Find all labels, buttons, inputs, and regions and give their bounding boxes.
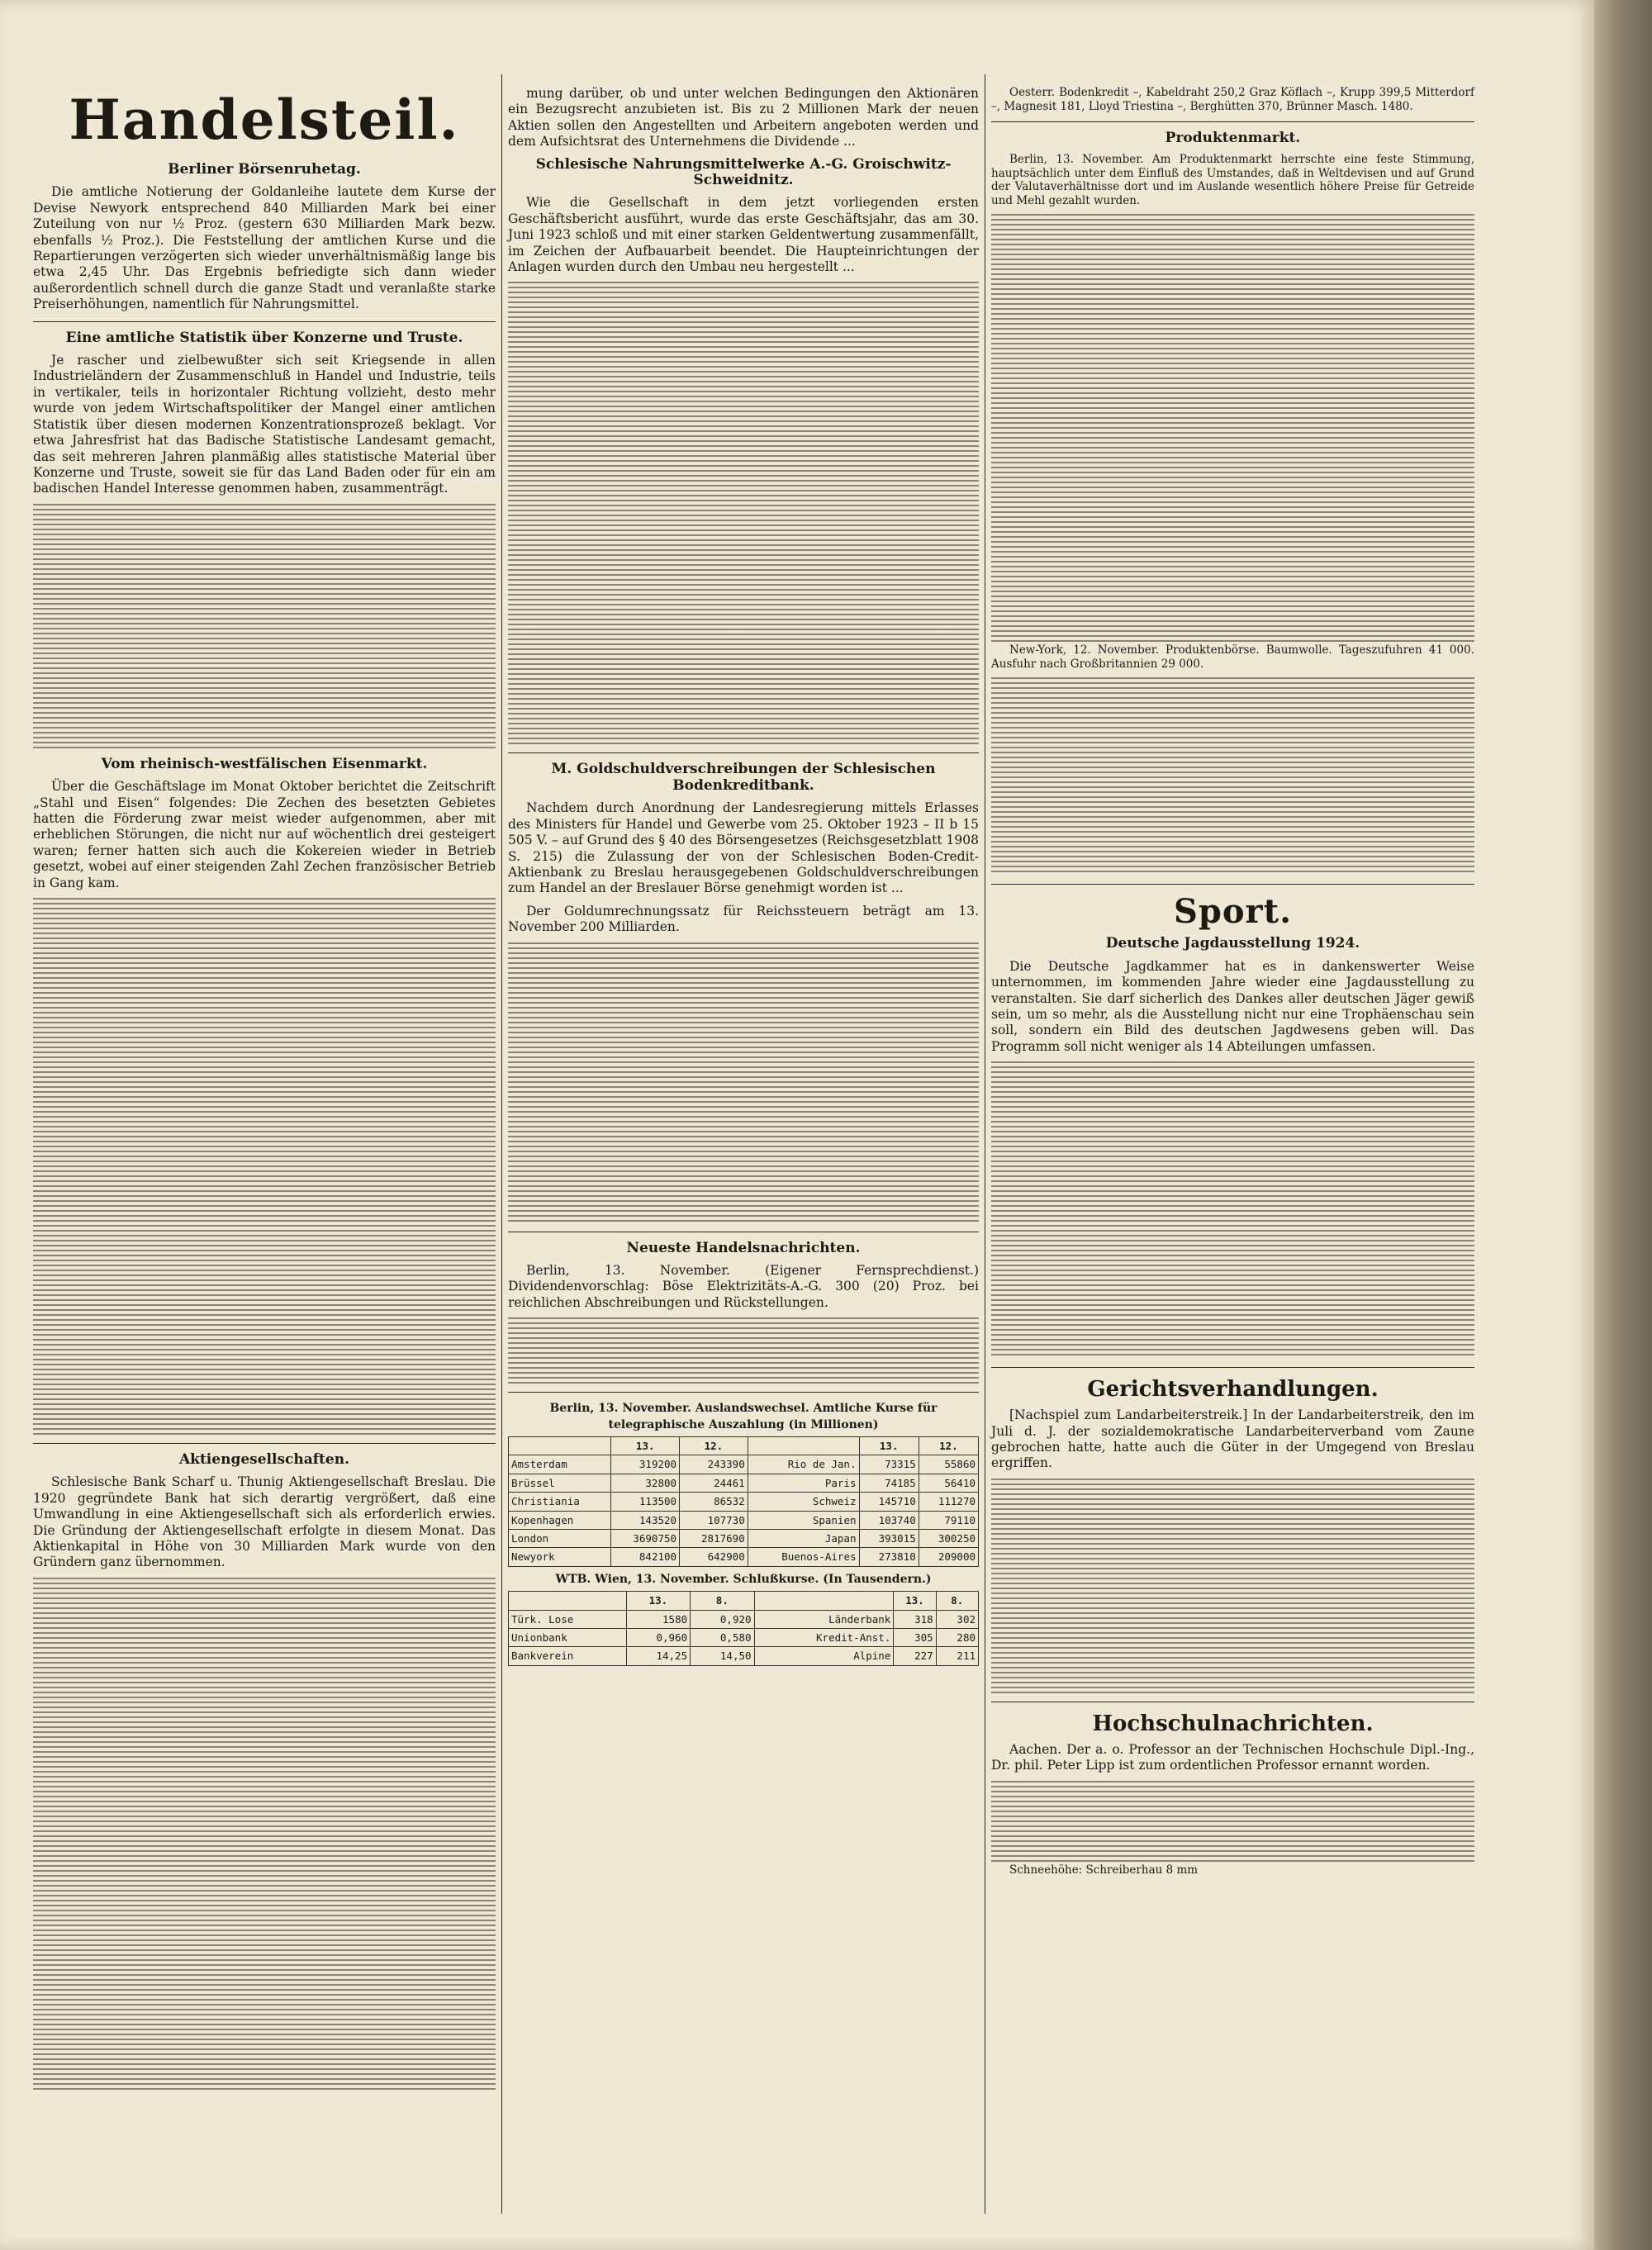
article-text-block bbox=[33, 1578, 496, 2090]
table-cell: Brüssel bbox=[509, 1474, 611, 1492]
table-cell: 842100 bbox=[611, 1548, 680, 1566]
table-cell: 302 bbox=[936, 1610, 978, 1628]
table-row bbox=[509, 1493, 979, 1511]
article-text: New-York, 12. November. Produktenbörse. Baumwolle. Tageszufuhren 41 000. Ausfuhr nach Großbritannien 29 000. bbox=[991, 643, 1474, 671]
article-text-block bbox=[508, 282, 979, 744]
table-row bbox=[509, 1629, 979, 1647]
table-cell: 24461 bbox=[680, 1474, 748, 1492]
weather-table-block bbox=[991, 1781, 1474, 1863]
table-cell: Paris bbox=[748, 1474, 859, 1492]
market-table-block bbox=[991, 214, 1474, 643]
table-row bbox=[509, 1647, 979, 1665]
article-text: Oesterr. Bodenkredit –, Kabeldraht 250,2 Graz Köflach –, Krupp 399,5 Mitterdorf –, Magnesit 181, Lloyd Triestina –, Berghütten 370, Brünner Masch. 1480. bbox=[991, 86, 1474, 113]
table-header bbox=[748, 1436, 859, 1455]
article-text: Berlin, 13. November. (Eigener Fernsprechdienst.) Dividendenvorschlag: Böse Elektrizitäts-A.-G. 300 (20) Proz. bei reichlichen Abschreibungen und Rückstellungen. bbox=[508, 1262, 979, 1310]
article-text: Berlin, 13. November. Am Produktenmarkt herrschte eine feste Stimmung, hauptsächlich unter dem Einfluß des Umstandes, daß in Weltdevisen und auf Grund der Valutaverhältnisse dort und im Auslande wesentlich höhere Preise für Getreide und Mehl gezahlt wurden. bbox=[991, 153, 1474, 207]
table-row bbox=[509, 1455, 979, 1474]
divider bbox=[33, 1443, 496, 1444]
section-heading: Eine amtliche Statistik über Konzerne und Truste. bbox=[65, 329, 463, 346]
table-cell: 305 bbox=[894, 1629, 936, 1647]
table-header: 13. bbox=[894, 1592, 936, 1610]
table-cell: 113500 bbox=[611, 1493, 680, 1511]
table-cell: 1580 bbox=[626, 1610, 690, 1628]
section-heading: Hochschulnachrichten. bbox=[1092, 1711, 1374, 1736]
table-header: 12. bbox=[919, 1436, 978, 1455]
divider bbox=[991, 884, 1474, 885]
table-caption: Berlin, 13. November. Auslandswechsel. Amtliche Kurse für telegraphische Auszahlung (in Millionen) bbox=[549, 1402, 938, 1431]
table-cell: 74185 bbox=[859, 1474, 919, 1492]
table-cell: Schweiz bbox=[748, 1493, 859, 1511]
table-cell: 111270 bbox=[919, 1493, 978, 1511]
table-header: 12. bbox=[680, 1436, 748, 1455]
table-header bbox=[754, 1592, 894, 1610]
table-cell: 103740 bbox=[859, 1511, 919, 1529]
section-heading: Schlesische Nahrungsmittelwerke A.-G. Groischwitz-Schweidnitz. bbox=[535, 155, 952, 189]
table-cell: 3690750 bbox=[611, 1530, 680, 1548]
article-text: Nachdem durch Anordnung der Landesregierung mittels Erlasses des Ministers für Handel und Gewerbe vom 25. Oktober 1923 – II b 15 505 V. – auf Grund des § 40 des Börsengesetzes (Reichsgesetzblatt 1908 S. 215) die Zulassung der von der Schlesischen Boden-Credit-Aktienbank zu Breslau herausgegebenen Goldschuldverschreibungen zum Handel an der Breslauer Börse genehmigt worden ist ... bbox=[508, 800, 979, 896]
table-cell: 32800 bbox=[611, 1474, 680, 1492]
section-heading: Produktenmarkt. bbox=[1165, 130, 1301, 146]
article-text: Je rascher und zielbewußter sich seit Kriegsende in allen Industrieländern der Zusammenschluß in Handel und Industrie, teils in vertikaler, teils in horizontaler Richtung vollzieht, desto mehr wurde von jedem Wirtschaftspolitiker der Mangel einer amtlichen Statistik über diesen modernen Konzentrationsprozeß beklagt. Vor etwa Jahresfrist hat das Badische Statistische Landesamt gemacht, das seit mehreren Jahren planmäßig alles statistische Material über Konzerne und Truste, soweit sie für das Land Baden oder für ein am badischen Handel Interesse genommen haben, zusammenträgt. bbox=[33, 353, 496, 496]
table-cell: 319200 bbox=[611, 1455, 680, 1474]
table-cell: Türk. Lose bbox=[509, 1610, 627, 1628]
article-text-block bbox=[991, 1479, 1474, 1693]
article-text: [Nachspiel zum Landarbeiterstreik.] In der Landarbeiterstreik, den im Juli d. J. der sozialdemokratische Landarbeiterverband vom Zaune gebrochen hatte, hatte auch die Güter in der Umgegend von Breslau ergriffen. bbox=[991, 1407, 1474, 1471]
table-header bbox=[509, 1436, 611, 1455]
table-cell: Bankverein bbox=[509, 1647, 627, 1665]
table-cell: Unionbank bbox=[509, 1629, 627, 1647]
section-heading: Neueste Handelsnachrichten. bbox=[626, 1239, 861, 1256]
section-heading: Vom rheinisch-westfälischen Eisenmarkt. bbox=[101, 755, 428, 772]
table-cell: 642900 bbox=[680, 1548, 748, 1566]
table-cell: Rio de Jan. bbox=[748, 1455, 859, 1474]
article-text: Über die Geschäftslage im Monat Oktober berichtet die Zeitschrift „Stahl und Eisen“ folgendes: Die Zechen des besetzten Gebietes hatten die Förderung zwar meist wieder aufgenommen, aber mit erheblichen Störungen, die nicht nur auf wöchentlich drei gesteigert waren; ferner hatten sich auch die Kokereien wieder in Betrieb gesetzt, wobei auf einer steigenden Zahl Zechen französischer Betrieb in Gang kam. bbox=[33, 779, 496, 890]
book-binding bbox=[1594, 0, 1652, 2250]
divider bbox=[991, 121, 1474, 122]
table-cell: Japan bbox=[748, 1530, 859, 1548]
table-cell: Christiania bbox=[509, 1493, 611, 1511]
table-cell: London bbox=[509, 1530, 611, 1548]
column-3 bbox=[991, 86, 1474, 1883]
table-cell: 145710 bbox=[859, 1493, 919, 1511]
table-row bbox=[509, 1610, 979, 1628]
table-header: 13. bbox=[611, 1436, 680, 1455]
table-cell: 143520 bbox=[611, 1511, 680, 1529]
article-text-block bbox=[991, 1061, 1474, 1359]
table-header bbox=[509, 1592, 627, 1610]
divider bbox=[508, 1392, 979, 1393]
column-1 bbox=[33, 58, 496, 2090]
market-table-block bbox=[991, 677, 1474, 876]
page-title: Handelsteil. bbox=[69, 88, 460, 152]
article-text-block bbox=[33, 504, 496, 752]
table-cell: Spanien bbox=[748, 1511, 859, 1529]
table-cell: 211 bbox=[936, 1647, 978, 1665]
table-row bbox=[509, 1511, 979, 1529]
table-cell: 227 bbox=[894, 1647, 936, 1665]
table-cell: 0,580 bbox=[691, 1629, 754, 1647]
table-cell: Alpine bbox=[754, 1647, 894, 1665]
table-cell: 318 bbox=[894, 1610, 936, 1628]
table-cell: 393015 bbox=[859, 1530, 919, 1548]
section-heading: Berliner Börsenruhetag. bbox=[168, 161, 361, 178]
divider bbox=[991, 1367, 1474, 1368]
table-cell: 2817690 bbox=[680, 1530, 748, 1548]
table-cell: Kopenhagen bbox=[509, 1511, 611, 1529]
table-header: 8. bbox=[691, 1592, 754, 1610]
divider bbox=[33, 321, 496, 322]
article-text: Aachen. Der a. o. Professor an der Technischen Hochschule Dipl.-Ing., Dr. phil. Peter Lipp ist zum ordentlichen Professor ernannt worden. bbox=[991, 1741, 1474, 1773]
table-cell: Amsterdam bbox=[509, 1455, 611, 1474]
table-cell: 107730 bbox=[680, 1511, 748, 1529]
table-cell: 273810 bbox=[859, 1548, 919, 1566]
article-text: Die amtliche Notierung der Goldanleihe lautete dem Kurse der Devise Newyork entsprechend 840 Milliarden Mark bei einer Zuteilung von nur ½ Proz. (gestern 630 Milliarden Mark bezw. ebenfalls ½ Proz.). Die Feststellung der amtlichen Kurse und die Repartierungen verzögerten sich wieder unverhältnismäßig lange bis etwa 2,45 Uhr. Das Ergebnis befriedigte sich dann wieder außerordentlich schnell durch die ganze Stadt und veranlaßte starke Preiserhöhungen, namentlich für Nahrungsmittel. bbox=[33, 184, 496, 312]
table-row bbox=[509, 1548, 979, 1566]
table-cell: 243390 bbox=[680, 1455, 748, 1474]
table-cell: 0,920 bbox=[691, 1610, 754, 1628]
article-text-block bbox=[33, 898, 496, 1435]
table-cell: Buenos-Aires bbox=[748, 1548, 859, 1566]
table-cell: 86532 bbox=[680, 1493, 748, 1511]
section-heading: Gerichtsverhandlungen. bbox=[1087, 1377, 1379, 1403]
table-caption: WTB. Wien, 13. November. Schlußkurse. (In Tausendern.) bbox=[555, 1572, 932, 1586]
article-text-block bbox=[508, 1317, 979, 1384]
article-text: Der Goldumrechnungssatz für Reichssteuern beträgt am 13. November 200 Milliarden. bbox=[508, 903, 979, 935]
article-text: Schneehöhe: Schreiberhau 8 mm bbox=[1009, 1863, 1199, 1877]
section-heading: Aktiengesellschaften. bbox=[178, 1450, 350, 1468]
article-text-block bbox=[508, 942, 979, 1223]
table-header: 13. bbox=[626, 1592, 690, 1610]
exchange-rate-table bbox=[508, 1436, 979, 1567]
column-rule bbox=[501, 74, 502, 2214]
table-cell: 300250 bbox=[919, 1530, 978, 1548]
column-2 bbox=[508, 86, 979, 1666]
table-cell: 73315 bbox=[859, 1455, 919, 1474]
article-text: Schlesische Bank Scharf u. Thunig Aktiengesellschaft Breslau. Die 1920 gegründete Bank hat sich derartig vergrößert, daß eine Umwandlung in eine Aktiengesellschaft sich als erforderlich erwies. Die Gründung der Aktiengesellschaft erfolgte in diesem Monat. Das Aktienkapital in Höhe von 30 Milliarden Mark wurde von den Gründern ganz übernommen. bbox=[33, 1474, 496, 1570]
article-text: mung darüber, ob und unter welchen Bedingungen den Aktionären ein Bezugsrecht anzubieten ist. Bis zu 2 Millionen Mark der neuen Aktien sollen den Angestellten und Arbeitern angeboten werden und dem Aufsichtsrat des Unternehmens die Dividende ... bbox=[508, 86, 979, 150]
table-cell: 79110 bbox=[919, 1511, 978, 1529]
table-cell: 14,50 bbox=[691, 1647, 754, 1665]
table-row bbox=[509, 1530, 979, 1548]
table-header: 8. bbox=[936, 1592, 978, 1610]
article-text: Wie die Gesellschaft in dem jetzt vorliegenden ersten Geschäftsbericht ausführt, wurde das erste Geschäftsjahr, das am 30. Juni 1923 schloß und mit einer starken Geldentwertung zusammenfällt, im Zeichen der Aufbauarbeit beendet. Die Haupteinrichtungen der Anlagen wurden durch den Umbau neu hergestellt ... bbox=[508, 195, 979, 275]
table-row bbox=[509, 1474, 979, 1492]
table-cell: 209000 bbox=[919, 1548, 978, 1566]
table-cell: Newyork bbox=[509, 1548, 611, 1566]
table-cell: Kredit-Anst. bbox=[754, 1629, 894, 1647]
section-heading: M. Goldschuldverschreibungen der Schlesischen Bodenkreditbank. bbox=[551, 761, 936, 794]
table-cell: 14,25 bbox=[626, 1647, 690, 1665]
divider bbox=[508, 752, 979, 753]
table-cell: 55860 bbox=[919, 1455, 978, 1474]
table-cell: 56410 bbox=[919, 1474, 978, 1492]
section-heading: Sport. bbox=[1173, 892, 1292, 932]
table-cell: 0,960 bbox=[626, 1629, 690, 1647]
table-cell: 280 bbox=[936, 1629, 978, 1647]
article-text: Die Deutsche Jagdkammer hat es in dankenswerter Weise unternommen, im kommenden Jahre wieder eine Jagdausstellung zu veranstalten. Sie darf sicherlich des Dankes aller deutschen Jäger gewiß sein, um so mehr, als die Ausstellung nicht nur eine Trophäenschau sein soll, sondern ein Bild des deutschen Jagdwesens geben will. Das Programm soll nicht weniger als 14 Abteilungen umfassen. bbox=[991, 958, 1474, 1054]
table-cell: Länderbank bbox=[754, 1610, 894, 1628]
vienna-closing-table bbox=[508, 1591, 979, 1666]
section-heading: Deutsche Jagdausstellung 1924. bbox=[1105, 935, 1360, 952]
table-header: 13. bbox=[859, 1436, 919, 1455]
